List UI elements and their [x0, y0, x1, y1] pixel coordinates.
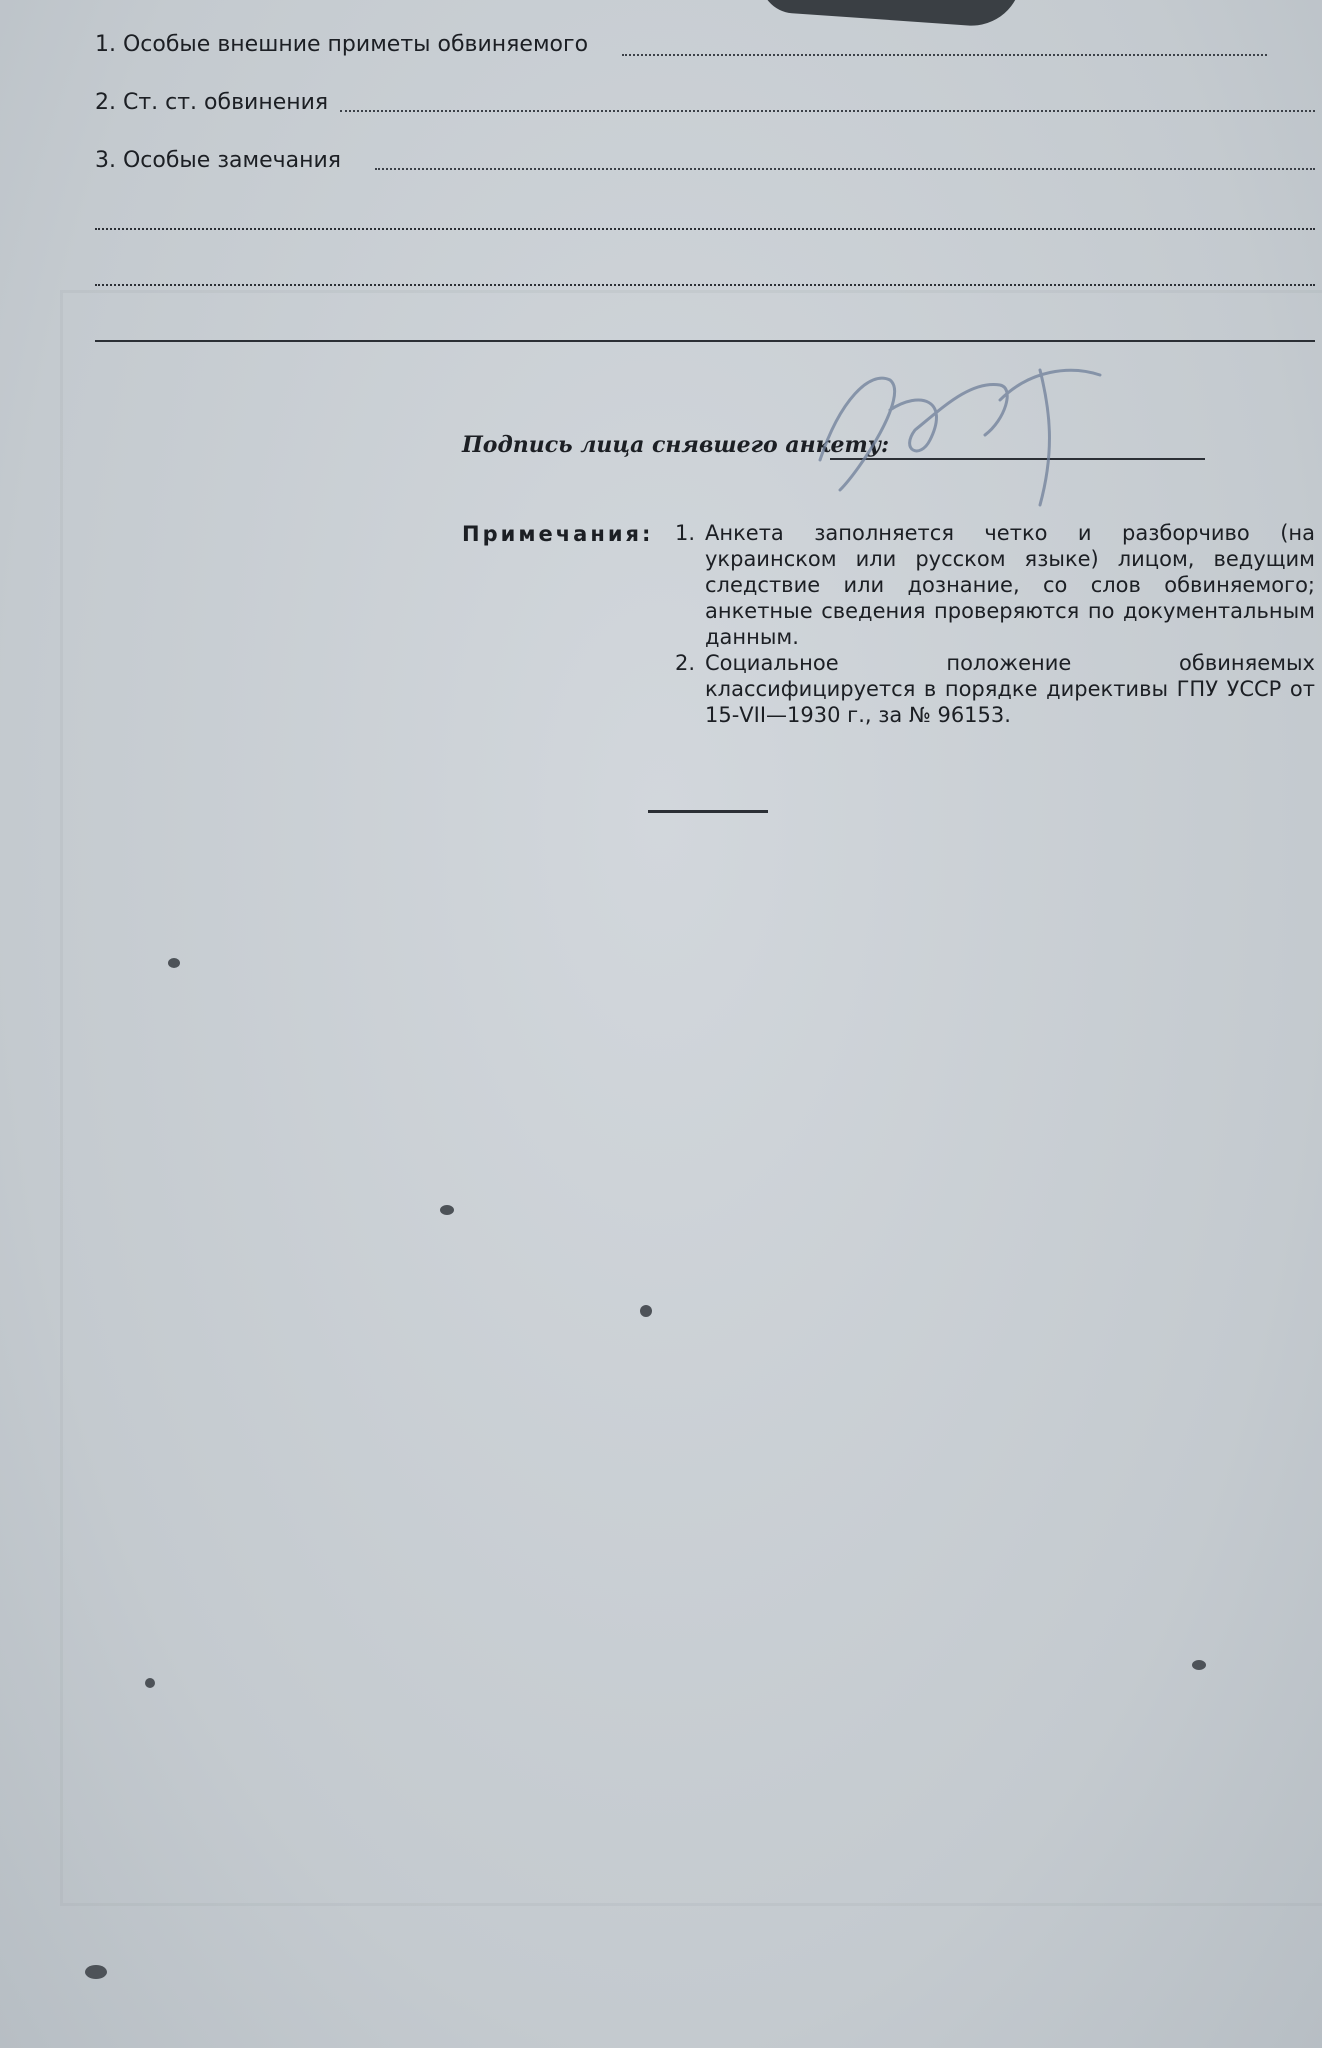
- handwritten-signature: [800, 340, 1120, 520]
- paper-speck: [85, 1965, 107, 1979]
- paper-speck: [440, 1205, 454, 1215]
- note-1-number: 1.: [675, 521, 696, 545]
- note-1-text: Анкета заполняется четко и разборчиво (на украинском или русском языке) лицом, ведущим следствие или дознание, со слов обвиняемого; анкетные сведения проверяются по документальным данным.: [705, 521, 1315, 649]
- blank-line-2: [95, 284, 1315, 286]
- note-1: [675, 520, 1315, 650]
- note-2-text: Социальное положение обвиняемых классифицируется в порядке директивы ГПУ УССР от 15-VII—1930 г., за № 96153.: [705, 651, 1315, 727]
- paper-speck: [640, 1305, 652, 1317]
- note-2: [675, 650, 1315, 728]
- field-label-distinguishing-marks: 1. Особые внешние приметы обвиняемого: [95, 32, 589, 57]
- paper-speck: [168, 958, 180, 968]
- field-label-articles: 2. Ст. ст. обвинения: [95, 90, 329, 115]
- field-line-distinguishing-marks: [622, 54, 1267, 56]
- notes-label: Примечания:: [462, 522, 654, 546]
- note-2-number: 2.: [675, 651, 696, 675]
- field-line-special-remarks: [375, 168, 1315, 170]
- paper-speck: [145, 1678, 155, 1688]
- closing-rule: [648, 810, 768, 813]
- signature-label: Подпись лица снявшего анкету:: [462, 432, 890, 458]
- field-line-articles: [340, 110, 1315, 112]
- field-label-special-remarks: 3. Особые замечания: [95, 148, 342, 173]
- paper-speck: [1192, 1660, 1206, 1670]
- blank-line-1: [95, 228, 1315, 230]
- blank-line-3: [95, 340, 1315, 342]
